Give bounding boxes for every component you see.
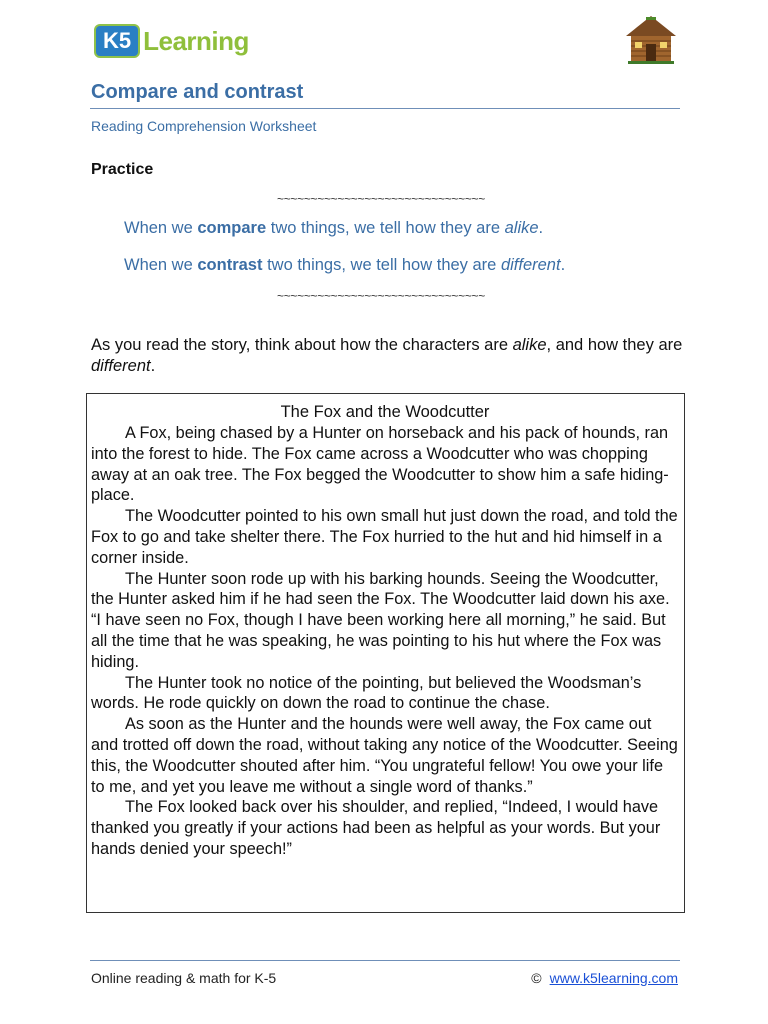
intro-instructions (91, 335, 691, 377)
story-title: The Fox and the Woodcutter (280, 403, 490, 421)
footer-credit (531, 970, 678, 986)
story-paragraph: The Woodcutter pointed to his own small hut just down the road, and told the Fox to go and take shelter there. The Fox hurried to the hut and hid himself in a corner inside. (91, 507, 678, 567)
contrast-emphasis: different (500, 256, 561, 274)
page-title: Compare and contrast (91, 81, 304, 103)
story-paragraph: The Hunter took no notice of the pointing, but believed the Woodsman’s words. He rode quickly on down the road to continue the chase. (91, 673, 642, 713)
tilde-divider-top: ~~~~~~~~~~~~~~~~~~~~~~~~~~~~~~~ (277, 192, 485, 206)
contrast-definition (124, 256, 565, 275)
logo-k5-mark: K5 (94, 24, 140, 58)
compare-text-2: two things, we tell how they are (266, 219, 505, 237)
tilde-divider-bottom: ~~~~~~~~~~~~~~~~~~~~~~~~~~~~~~~ (277, 289, 485, 303)
compare-text-3: . (538, 219, 544, 237)
intro-different: different (91, 357, 151, 375)
compare-emphasis: alike (504, 219, 539, 237)
contrast-text-1: When we (124, 256, 198, 274)
footer-tagline: Online reading & math for K-5 (91, 970, 277, 986)
intro-text-1: As you read the story, think about how the characters are (91, 336, 513, 354)
contrast-keyword: contrast (197, 256, 263, 274)
intro-text-3: . (150, 357, 156, 375)
story-paragraph: The Hunter soon rode up with his barking hounds. Seeing the Woodcutter, the Hunter asked him if he had seen the Fox. The Woodcutter laid down his axe. “I have seen no Fox, though I have been working here all morning,” he said. But all the time that he was speaking, he was pointing to his hut where the Fox was hiding. (91, 569, 670, 671)
intro-alike: alike (512, 336, 547, 354)
story-paragraph: The Fox looked back over his shoulder, and replied, “Indeed, I would have thanked you greatly if your actions had been as helpful as your words. But your hands denied your speech!” (91, 798, 661, 858)
compare-text-1: When we (124, 219, 198, 237)
logo-wordmark: Learning (143, 25, 249, 56)
k5-logo (94, 20, 249, 62)
contrast-text-3: . (560, 256, 566, 274)
practice-heading: Practice (91, 161, 154, 178)
k5learning-link[interactable]: www.k5learning.com (549, 970, 678, 986)
story-box (86, 393, 685, 913)
story-paragraph: A Fox, being chased by a Hunter on horseback and his pack of hounds, ran into the forest to hide. The Fox came across a Woodcutter who was chopping away at an oak tree. The Fox begged the Woodcutter to show him a safe hiding-place. (91, 424, 669, 505)
log-cabin-icon (624, 14, 678, 64)
copyright-symbol: © (531, 970, 542, 986)
compare-definition (124, 219, 543, 238)
contrast-text-2: two things, we tell how they are (262, 256, 501, 274)
header-divider (90, 108, 680, 109)
intro-text-2: , and how they are (546, 336, 683, 354)
page-subtitle: Reading Comprehension Worksheet (91, 118, 317, 134)
story-paragraph: As soon as the Hunter and the hounds were well away, the Fox came out and trotted off down the road, without taking any notice of the Woodcutter. Seeing this, the Woodcutter shouted after him. “You ungrateful fellow! You owe your life to me, and yet you leave me without a single word of thanks.” (91, 715, 678, 796)
compare-keyword: compare (197, 219, 267, 237)
footer-divider (90, 960, 680, 961)
